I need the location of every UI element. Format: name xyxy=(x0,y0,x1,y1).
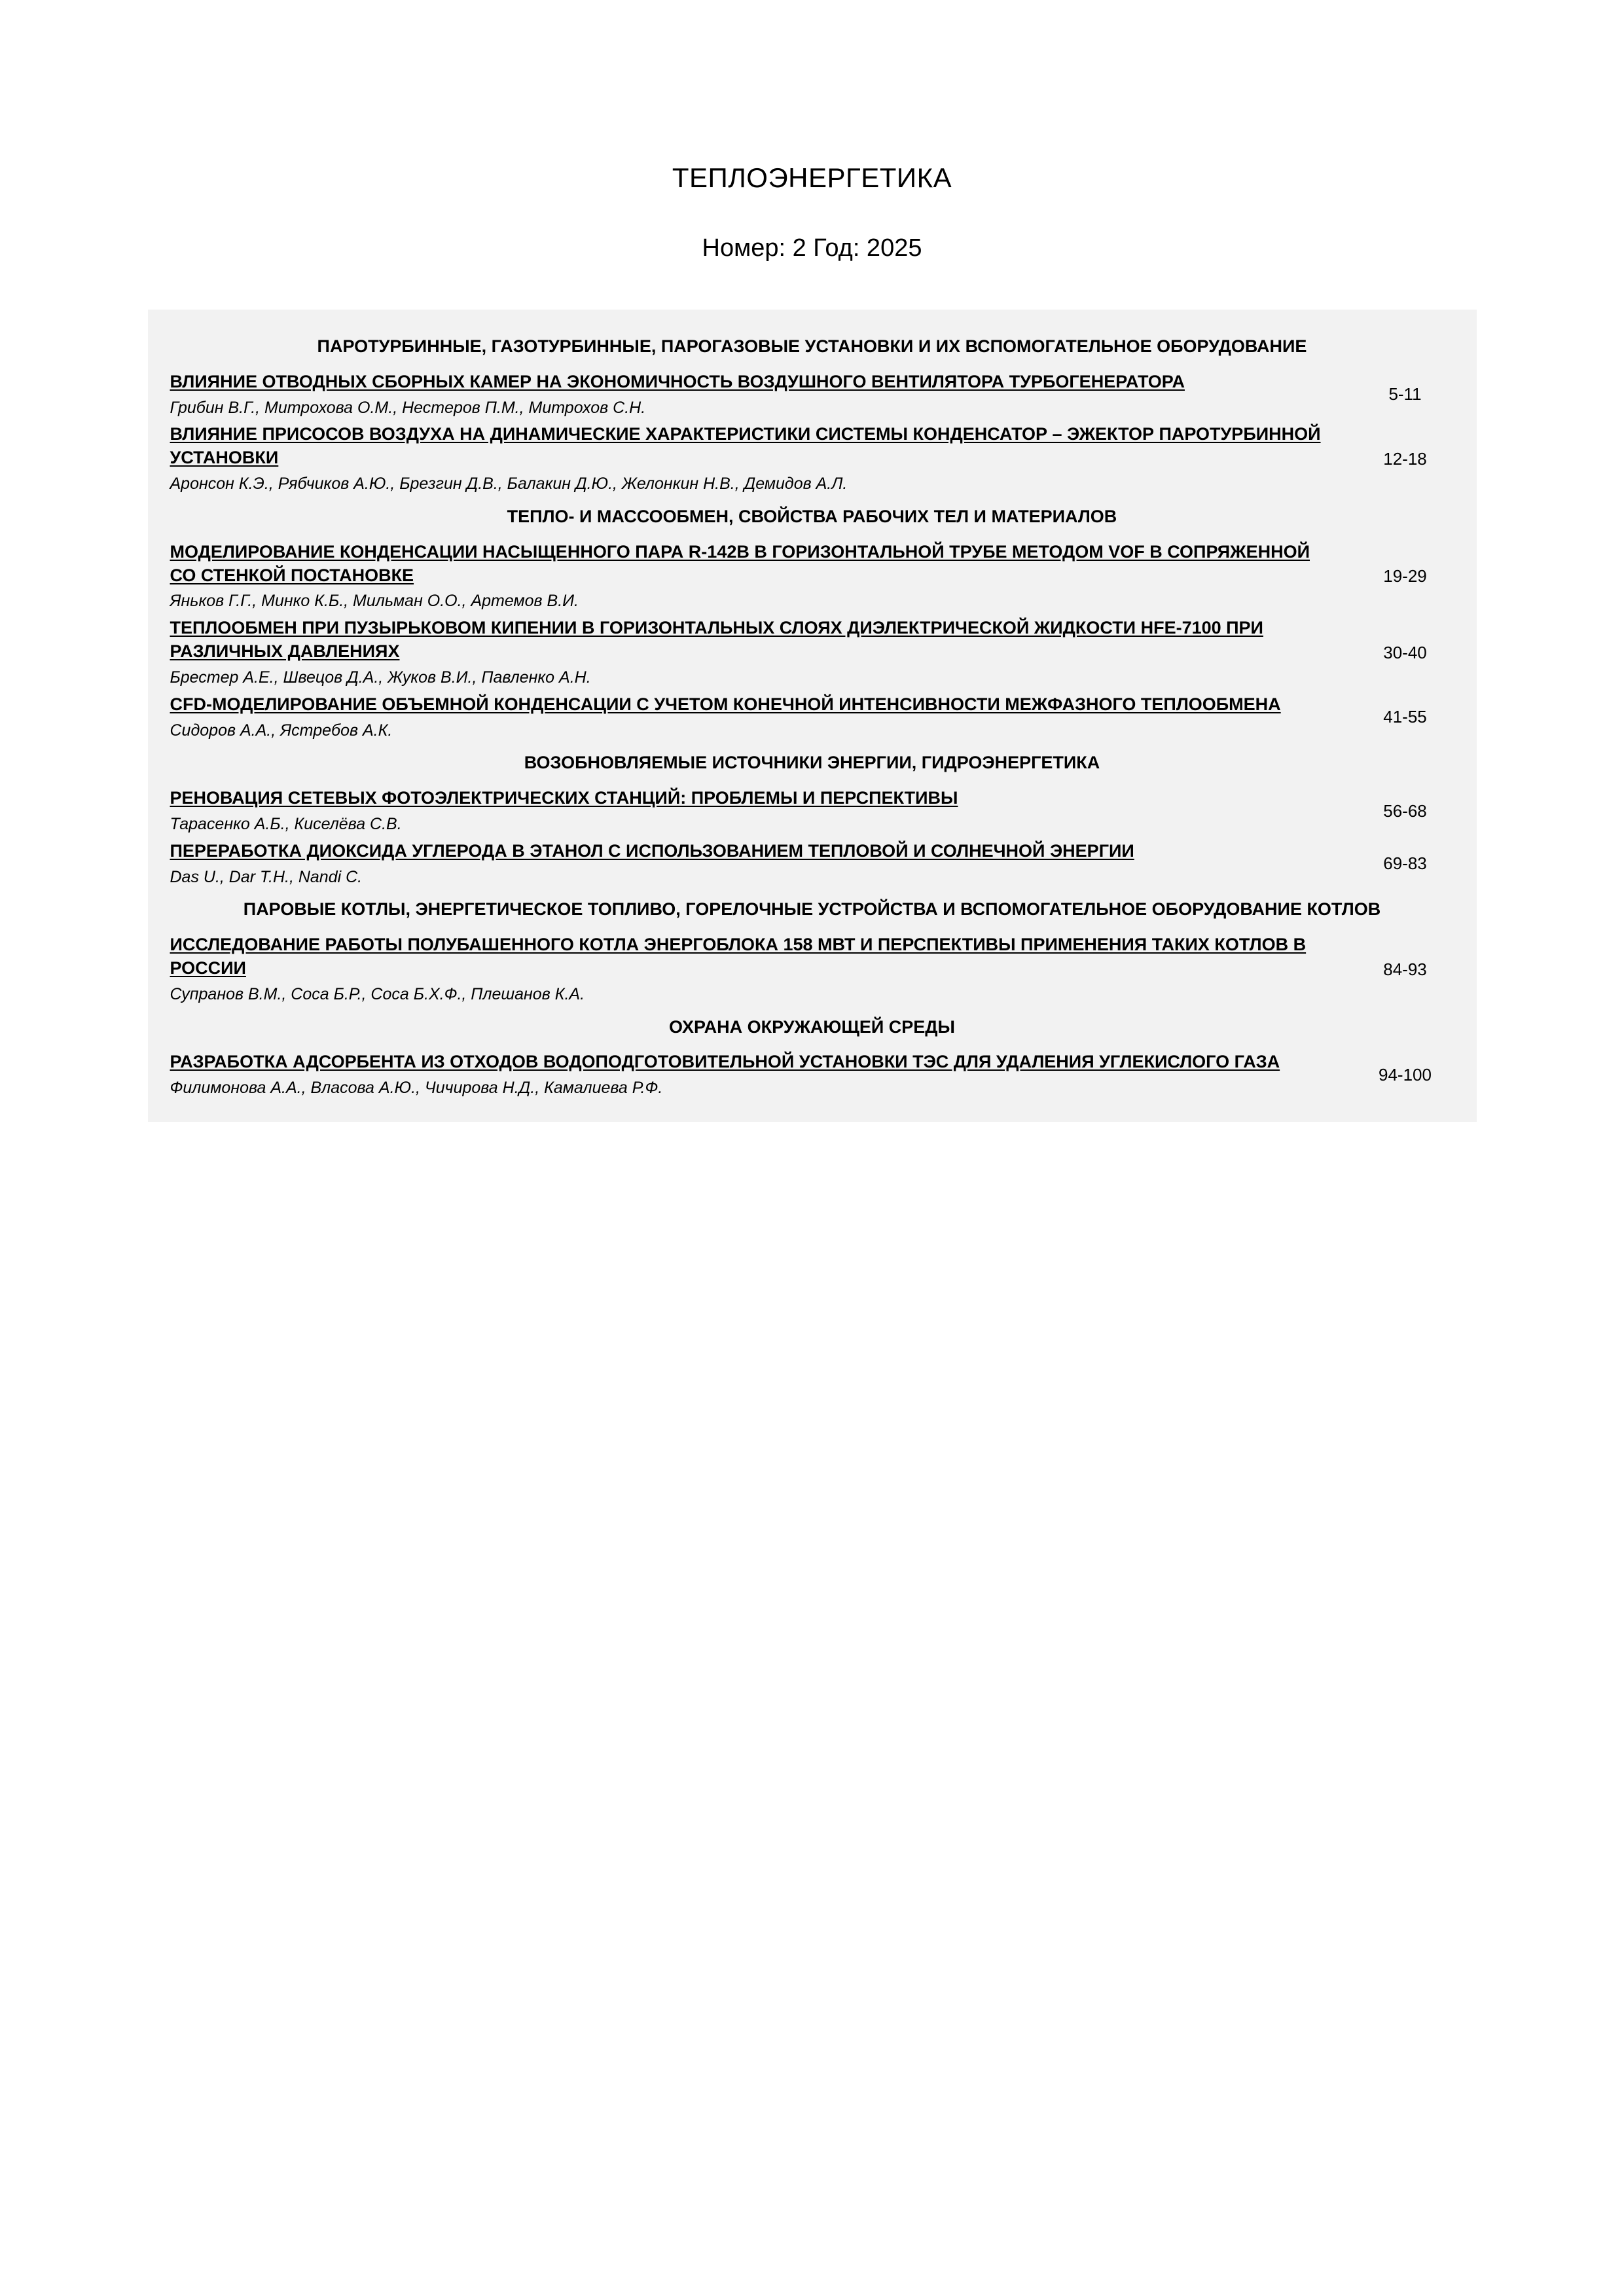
article-title-link[interactable]: CFD-МОДЕЛИРОВАНИЕ ОБЪЕМНОЙ КОНДЕНСАЦИИ С УЧЕТОМ КОНЕЧНОЙ ИНТЕНСИВНОСТИ МЕЖФАЗНОГО ТЕПЛООБМЕНА xyxy=(170,694,1281,714)
section-heading: ОХРАНА ОКРУЖАЮЩЕЙ СРЕДЫ xyxy=(669,1016,955,1037)
article-title-link[interactable]: РЕНОВАЦИЯ СЕТЕВЫХ ФОТОЭЛЕКТРИЧЕСКИХ СТАНЦИЙ: ПРОБЛЕМЫ И ПЕРСПЕКТИВЫ xyxy=(170,788,958,808)
toc-entry[interactable] xyxy=(170,836,1454,889)
toc-entry-main xyxy=(170,423,1356,495)
toc-entry[interactable] xyxy=(170,613,1454,689)
toc-entry-main xyxy=(170,933,1356,1006)
article-page-range: 30-40 xyxy=(1383,642,1427,662)
toc-entry[interactable] xyxy=(170,689,1454,742)
section-heading: ПАРОВЫЕ КОТЛЫ, ЭНЕРГЕТИЧЕСКОЕ ТОПЛИВО, ГОРЕЛОЧНЫЕ УСТРОЙСТВА И ВСПОМОГАТЕЛЬНОЕ ОБОРУДОВАНИЕ КОТЛОВ xyxy=(243,899,1381,920)
toc-entry[interactable] xyxy=(170,783,1454,836)
article-page-range: 19-29 xyxy=(1383,566,1427,586)
article-authors: Грибин В.Г., Митрохова О.М., Нестеров П.М., Митрохов С.Н. xyxy=(170,398,646,417)
toc-entry-main xyxy=(170,617,1356,689)
article-page-range: 84-93 xyxy=(1383,959,1427,979)
article-title-link[interactable]: РАЗРАБОТКА АДСОРБЕНТА ИЗ ОТХОДОВ ВОДОПОДГОТОВИТЕЛЬНОЙ УСТАНОВКИ ТЭС ДЛЯ УДАЛЕНИЯ УГЛЕКИСЛОГО ГАЗА xyxy=(170,1052,1280,1072)
toc-entry-main xyxy=(170,370,1356,420)
article-title-link[interactable]: ВЛИЯНИЕ ПРИСОСОВ ВОЗДУХА НА ДИНАМИЧЕСКИЕ ХАРАКТЕРИСТИКИ СИСТЕМЫ КОНДЕНСАТОР – ЭЖЕКТОР ПАРОТУРБИННОЙ УСТАНОВКИ xyxy=(170,424,1321,468)
article-title-link[interactable]: ТЕПЛООБМЕН ПРИ ПУЗЫРЬКОВОМ КИПЕНИИ В ГОРИЗОНТАЛЬНЫХ СЛОЯХ ДИЭЛЕКТРИЧЕСКОЙ ЖИДКОСТИ HFE-7100 ПРИ РАЗЛИЧНЫХ ДАВЛЕНИЯХ xyxy=(170,618,1263,662)
article-authors: Das U., Dar T.H., Nandi C. xyxy=(170,867,363,886)
article-page-range: 41-55 xyxy=(1383,707,1427,727)
table-of-contents xyxy=(148,310,1477,1122)
toc-entry-main xyxy=(170,840,1356,889)
journal-title: ТЕПЛОЭНЕРГЕТИКА xyxy=(672,162,952,193)
toc-entry[interactable] xyxy=(170,929,1454,1006)
issue-info: Номер: 2 Год: 2025 xyxy=(702,234,922,262)
article-authors: Яньков Г.Г., Минко К.Б., Мильман О.О., Артемов В.И. xyxy=(170,592,579,611)
toc-entry-main xyxy=(170,1050,1356,1100)
toc-entry[interactable] xyxy=(170,367,1454,420)
article-page-range: 94-100 xyxy=(1379,1064,1432,1085)
toc-entry-main xyxy=(170,541,1356,613)
section-heading: ВОЗОБНОВЛЯЕМЫЕ ИСТОЧНИКИ ЭНЕРГИИ, ГИДРОЭНЕРГЕТИКА xyxy=(524,753,1100,773)
article-authors: Тарасенко А.Б., Киселёва С.В. xyxy=(170,815,402,834)
toc-entry[interactable] xyxy=(170,419,1454,495)
article-title-link[interactable]: МОДЕЛИРОВАНИЕ КОНДЕНСАЦИИ НАСЫЩЕННОГО ПАРА R-142B В ГОРИЗОНТАЛЬНОЙ ТРУБЕ МЕТОДОМ VOF В СОПРЯЖЕННОЙ СО СТЕНКОЙ ПОСТАНОВКЕ xyxy=(170,541,1310,585)
toc-entry-main xyxy=(170,693,1356,742)
article-page-range: 5-11 xyxy=(1388,384,1422,404)
article-title-link[interactable]: ИССЛЕДОВАНИЕ РАБОТЫ ПОЛУБАШЕННОГО КОТЛА ЭНЕРГОБЛОКА 158 МВТ И ПЕРСПЕКТИВЫ ПРИМЕНЕНИЯ ТАКИХ КОТЛОВ В РОССИИ xyxy=(170,935,1307,978)
toc-entry-main xyxy=(170,787,1356,836)
article-page-range: 56-68 xyxy=(1383,800,1427,821)
article-authors: Филимонова А.А., Власова А.Ю., Чичирова Н.Д., Камалиева Р.Ф. xyxy=(170,1079,663,1098)
article-page-range: 12-18 xyxy=(1383,448,1427,469)
article-authors: Сидоров А.А., Ястребов А.К. xyxy=(170,721,393,740)
article-authors: Супранов В.М., Соса Б.Р., Соса Б.Х.Ф., Плешанов К.А. xyxy=(170,985,585,1003)
article-page-range: 69-83 xyxy=(1383,853,1427,874)
toc-entry[interactable] xyxy=(170,537,1454,613)
article-authors: Брестер А.Е., Швецов Д.А., Жуков В.И., Павленко А.Н. xyxy=(170,668,591,687)
toc-entry[interactable] xyxy=(170,1047,1454,1100)
article-authors: Аронсон К.Э., Рябчиков А.Ю., Брезгин Д.В., Балакин Д.Ю., Желонкин Н.В., Демидов А.Л. xyxy=(170,475,848,493)
article-title-link[interactable]: ВЛИЯНИЕ ОТВОДНЫХ СБОРНЫХ КАМЕР НА ЭКОНОМИЧНОСТЬ ВОЗДУШНОГО ВЕНТИЛЯТОРА ТУРБОГЕНЕРАТОРА xyxy=(170,371,1185,391)
section-heading: ТЕПЛО- И МАССООБМЕН, СВОЙСТВА РАБОЧИХ ТЕЛ И МАТЕРИАЛОВ xyxy=(507,506,1117,526)
article-title-link[interactable]: ПЕРЕРАБОТКА ДИОКСИДА УГЛЕРОДА В ЭТАНОЛ С ИСПОЛЬЗОВАНИЕМ ТЕПЛОВОЙ И СОЛНЕЧНОЙ ЭНЕРГИИ xyxy=(170,840,1134,861)
section-heading: ПАРОТУРБИННЫЕ, ГАЗОТУРБИННЫЕ, ПАРОГАЗОВЫЕ УСТАНОВКИ И ИХ ВСПОМОГАТЕЛЬНОЕ ОБОРУДОВАНИЕ xyxy=(317,336,1307,356)
